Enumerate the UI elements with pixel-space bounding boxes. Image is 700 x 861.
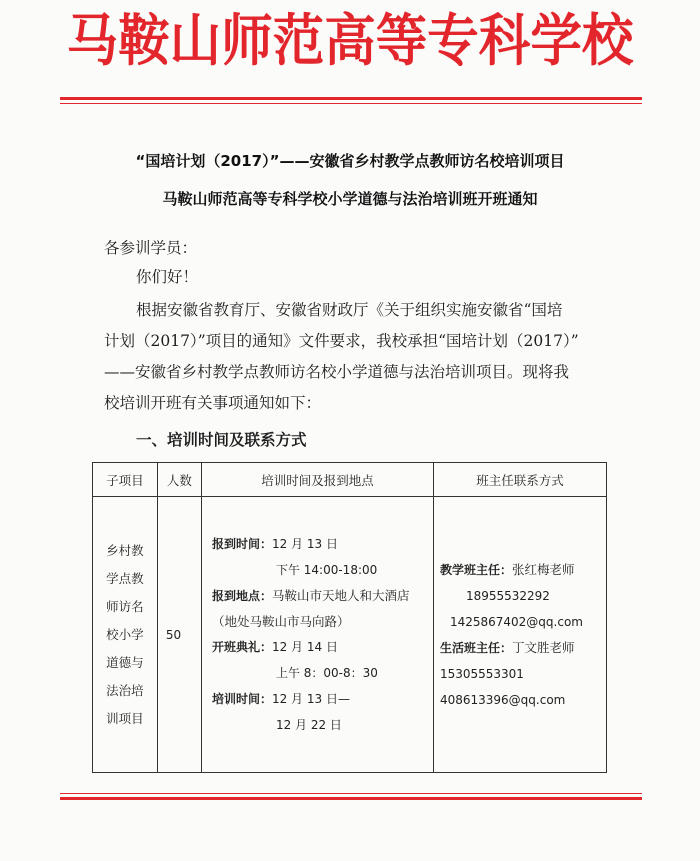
table-header-row	[93, 463, 607, 497]
report-time-label: 报到时间：	[211, 537, 272, 551]
training-end: 12 月 22 日	[275, 718, 342, 732]
footer-rule-thick	[60, 797, 642, 800]
body-line: 计划（2017）”项目的通知》文件要求，我校承担“国培计划（2017）”	[104, 332, 579, 350]
report-place: 马鞍山市天地人和大酒店	[271, 588, 410, 603]
schedule-cell	[201, 497, 433, 773]
teaching-teacher-label: 教学班主任：	[439, 562, 512, 577]
opening-label: 开班典礼：	[211, 640, 272, 654]
notice-title-line1: “国培计划（2017）”——安徽省乡村教学点教师访名校培训项目	[135, 152, 565, 170]
header-sub-project: 子项目	[93, 463, 158, 497]
salutation: 各参训学员：	[104, 239, 198, 257]
table-row	[93, 497, 607, 773]
report-time: 下午 14:00-18:00	[275, 563, 378, 577]
training-start: 12 月 13 日—	[271, 692, 350, 706]
opening-time: 上午 8：00-8：30	[275, 666, 378, 680]
header-schedule: 培训时间及报到地点	[201, 463, 433, 497]
life-teacher-name: 丁文胜老师	[511, 639, 575, 655]
greeting: 你们好！	[136, 268, 199, 286]
life-teacher-label: 生活班主任：	[439, 640, 512, 655]
contacts-cell	[433, 497, 606, 773]
count-cell: 50	[157, 497, 201, 773]
opening-date: 12 月 14 日	[271, 640, 338, 654]
training-label: 培训时间：	[211, 692, 272, 706]
report-date: 12 月 13 日	[271, 537, 338, 551]
body-line: 校培训开班有关事项通知如下：	[104, 394, 322, 412]
header-count: 人数	[157, 463, 201, 497]
section-heading: 一、培训时间及联系方式	[136, 431, 307, 449]
letterhead-rule-thin	[60, 103, 642, 104]
teaching-teacher-email: 1425867402@qq.com	[449, 614, 583, 629]
teaching-teacher-phone: 18955532292	[465, 588, 550, 603]
header-contacts: 班主任联系方式	[433, 463, 606, 497]
notice-title-line2: 马鞍山师范高等专科学校小学道德与法治培训班开班通知	[162, 190, 538, 208]
report-place-label: 报到地点：	[211, 589, 272, 603]
body-line: 根据安徽省教育厅、安徽省财政厅《关于组织实施安徽省“国培	[136, 301, 563, 319]
life-teacher-email: 408613396@qq.com	[439, 692, 566, 707]
footer-rule-thin	[60, 793, 642, 794]
sub-project-cell: 乡村教 学点教 师访名 校小学 道德与 法治培 训项目	[93, 497, 158, 773]
body-line: ——安徽省乡村教学点教师访名校小学道德与法治培训项目。现将我	[104, 363, 570, 381]
training-info-table	[92, 462, 607, 773]
report-place-note: （地处马鞍山市马向路）	[211, 614, 350, 629]
teaching-teacher-name: 张红梅老师	[511, 561, 575, 577]
letterhead-rule-thick	[60, 97, 642, 100]
life-teacher-phone: 15305553301	[439, 666, 524, 681]
letterhead-title: 马鞍山师范高等专科学校	[66, 8, 634, 74]
